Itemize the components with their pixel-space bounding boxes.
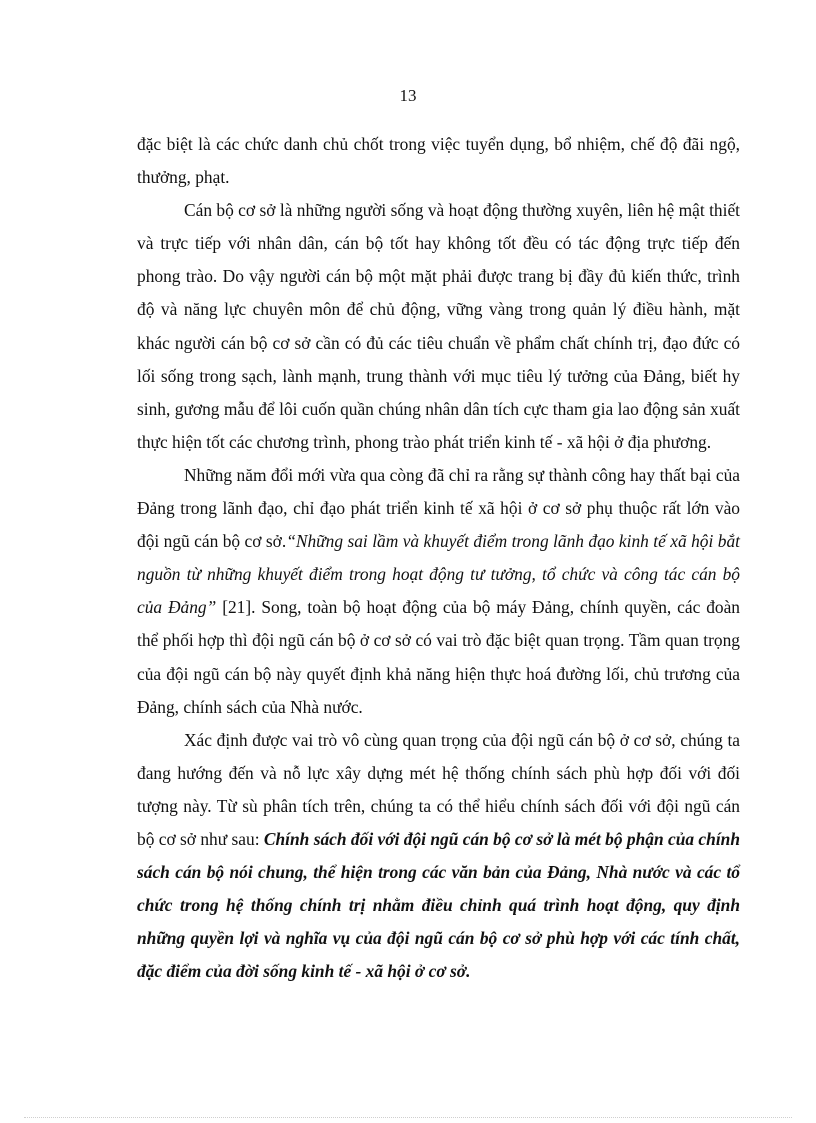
paragraph-continuation [137,128,740,194]
paragraph-text: Cán bộ cơ sở là những người sống và hoạt động thường xuyên, liên hệ mật thiết và trực tiếp với nhân dân, cán bộ tốt hay không tốt đều có tác động trực tiếp đến phong trào. Do vậy người cán bộ một mặt phải được trang bị đầy đủ kiến thức, trình độ và năng lực chuyên môn để chủ động, vững vàng trong quản lý điều hành, mặt khác người cán bộ cơ sở cần có đủ các tiêu chuẩn về phẩm chất chính trị, đạo đức có lối sống trong sạch, lành mạnh, trung thành với mục tiêu lý tưởng của Đảng, biết hy sinh, gương mẫu để lôi cuốn quần chúng nhân dân tích cực tham gia lao động sản xuất thực hiện tốt các chương trình, phong trào phát triển kinh tế - xã hội ở địa phương. [137,200,740,452]
paragraph-text: Xác định được vai trò vô cùng quan trọng của đội ngũ cán bộ ở cơ sở, chúng ta đang hướng đến và nỗ lực xây dựng mét hệ thống chính sách phù hợp đối với đối tượng này. Từ sù phân tích trên, chúng ta có thể hiểu chính sách đối với đội ngũ cán bộ cơ sở như sau: [137,729,740,849]
paragraph-policy-definition [137,724,740,989]
paragraph-text: [21]. Song, toàn bộ hoạt động của bộ máy Đảng, chính quyền, các đoàn thể phối hợp thì đội ngũ cán bộ ở cơ sở có vai trò đặc biệt quan trọng. Tầm quan trọng của đội ngũ cán bộ này quyết định khả năng hiện thực hoá đường lối, chủ trương của Đảng, chính sách của Nhà nước. [137,597,740,717]
page-number: 13 [399,86,417,105]
policy-definition: Chính sách đối với đội ngũ cán bộ cơ sở là mét bộ phận của chính sách cán bộ nói chung, thể hiện trong các văn bản của Đảng, Nhà nước và các tổ chức trong hệ thống chính trị nhằm điều chỉnh quá trình hoạt động, quy định những quyền lợi và nghĩa vụ của đội ngũ cán bộ cơ sở phù hợp với các tính chất, đặc điểm của đời sống kinh tế - xã hội ở cơ sở. [137,828,740,982]
page-bottom-divider [24,1117,792,1118]
paragraph-cadre-role [137,194,740,459]
paragraph-renovation [137,459,740,724]
paragraph-text: đặc biệt là các chức danh chủ chốt trong việc tuyển dụng, bổ nhiệm, chế độ đãi ngộ, thưởng, phạt. [137,134,740,188]
citation-quote: “Những sai lầm và khuyết điểm trong lãnh đạo kinh tế xã hội bắt nguồn từ những khuyết điểm trong hoạt động tư tưởng, tổ chức và công tác cán bộ của Đảng” [137,531,740,618]
paragraph-text: Những năm đổi mới vừa qua còng đã chỉ ra rằng sự thành công hay thất bại của Đảng trong lãnh đạo, chỉ đạo phát triển kinh tế xã hội ở cơ sở phụ thuộc rất lớn vào đội ngũ cán bộ cơ sở. [137,464,740,552]
document-body [137,128,740,988]
